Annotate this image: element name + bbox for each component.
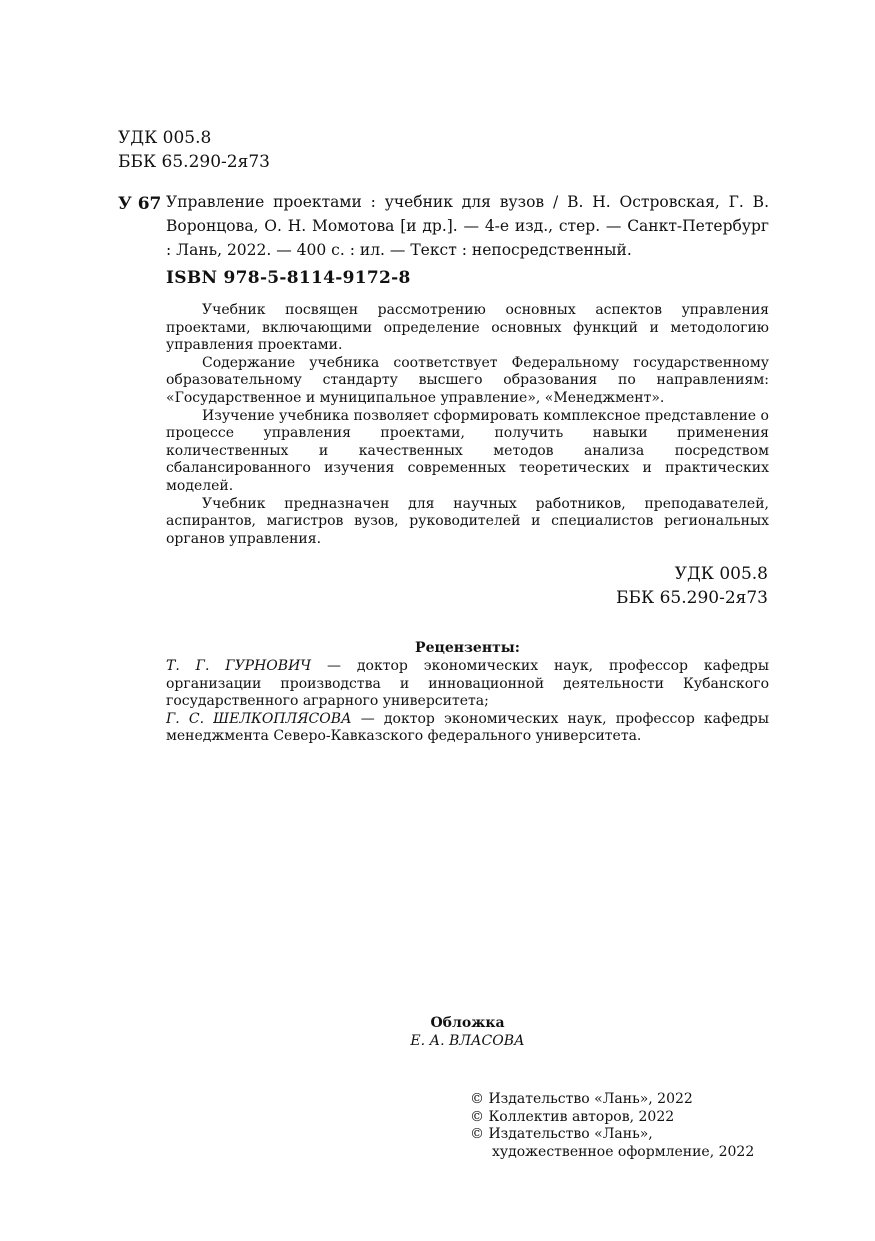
reviewer-name: Т. Г. ГУРНОВИЧ [166, 658, 312, 674]
copyright-line: © Коллектив авторов, 2022 [470, 1108, 675, 1125]
reviewer-entry [166, 658, 769, 711]
annotation-paragraph: Содержание учебника соответствует Федеральному государственному образовательному стандарту высшего образования по направлениям: «Государственное и муниципальное управление», «Менеджмент». [166, 354, 769, 406]
reviewer-description: — доктор экономических наук, профессор кафедры организации производства и инновационной деятельности Кубанского государственного аграрного университета; [166, 658, 769, 710]
udk-code-right: УДК 005.8 [674, 564, 768, 584]
udk-bbk-top [118, 126, 270, 174]
author-sign: У 67 [118, 194, 162, 214]
isbn: ISBN 978-5-8114-9172-8 [166, 268, 411, 288]
copyright-block [470, 1091, 754, 1161]
bbk-code: ББК 65.290-2я73 [118, 152, 270, 172]
cover-designer: Е. А. ВЛАСОВА [410, 1032, 525, 1049]
udk-bbk-right [540, 562, 768, 610]
reviewer-entry [166, 711, 769, 746]
cover-label: Обложка [430, 1015, 505, 1031]
bbk-code-right: ББК 65.290-2я73 [616, 588, 768, 608]
bibliographic-record: Управление проектами : учебник для вузов / В. Н. Островская, Г. В. Воронцова, О. Н. Момотова [и др.]. — 4-е изд., стер. — Санкт-Петербург : Лань, 2022. — 400 с. : ил. — Текст : непосредственный. [166, 193, 769, 259]
reviewers-list [166, 658, 769, 746]
reviewer-name: Г. С. ШЕЛКОПЛЯСОВА [166, 710, 352, 727]
reviewers-heading: Рецензенты: [415, 640, 520, 656]
udk-code: УДК 005.8 [118, 128, 212, 148]
annotation [166, 302, 769, 548]
cover-credit [166, 1015, 769, 1050]
copyright-line: © Издательство «Лань», [470, 1126, 653, 1143]
copyright-line: © Издательство «Лань», 2022 [470, 1091, 693, 1107]
annotation-paragraph: Учебник предназначен для научных работников, преподавателей, аспирантов, магистров вузов, руководителей и специалистов региональных органов управления. [166, 495, 769, 547]
reviewer-description: — доктор экономических наук, профессор кафедры менеджмента Северо-Кавказского федерального университета. [166, 710, 769, 745]
annotation-paragraph: Изучение учебника позволяет сформировать комплексное представление о процессе управления проектами, получить навыки применения количественных и качественных методов анализа посредством сбалансированного изучения современных теоретических и практических моделей. [166, 407, 769, 494]
copyright-line-continued: художественное оформление, 2022 [492, 1143, 755, 1160]
annotation-paragraph: Учебник посвящен рассмотрению основных аспектов управления проектами, включающими определение основных функций и методологию управления проектами. [166, 302, 769, 354]
